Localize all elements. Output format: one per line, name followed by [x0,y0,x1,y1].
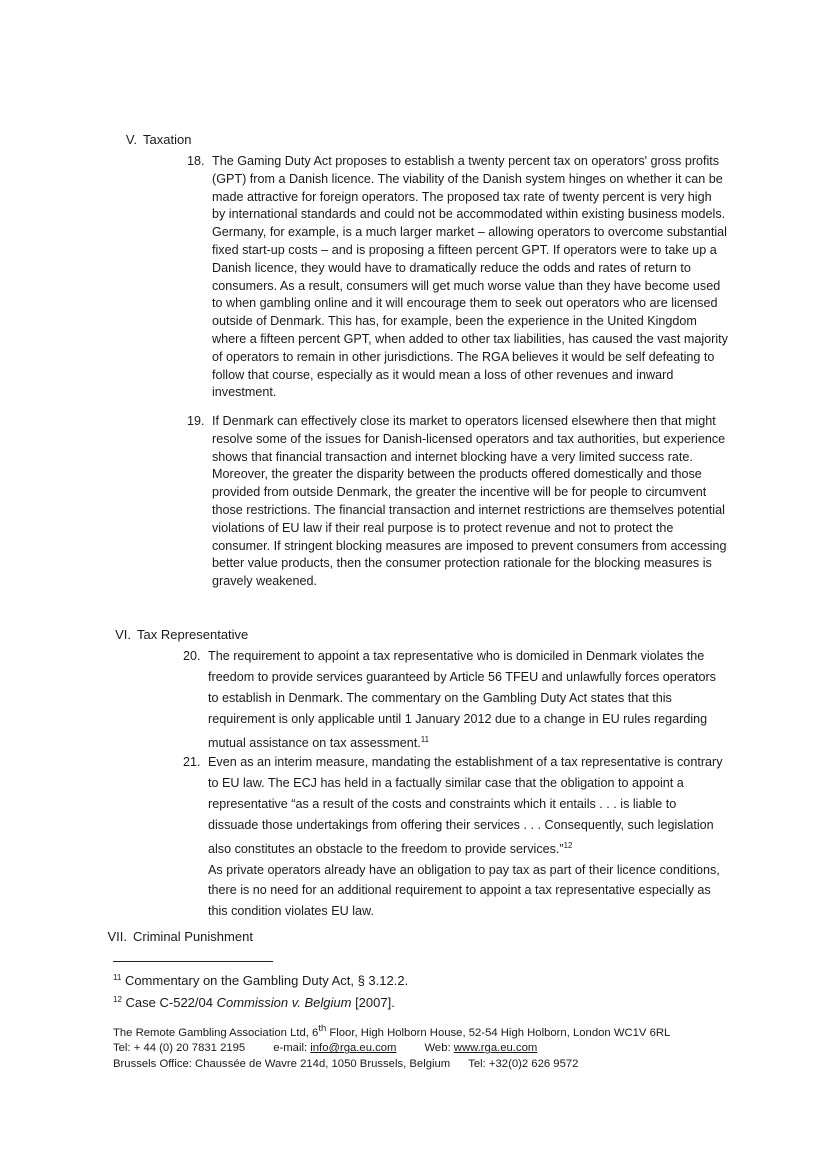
section-heading-tax-representative [105,626,248,643]
paragraph-text-continued: As private operators already have an obligation to pay tax as part of their licence conditions, there is no need for an additional requirement to appoint a tax representative especially as this condition violates EU law. [208,862,720,919]
paragraph-number: 19. [187,414,205,428]
footnote-case-name: Commission v. Belgium [216,995,352,1010]
footnote-12 [113,990,408,1012]
section-title: Tax Representative [137,627,249,642]
paragraph-21 [183,752,728,922]
paragraph-number: 20. [183,649,201,663]
footnote-11 [113,968,408,990]
paragraph-text: If Denmark can effectively close its market to operators licensed elsewhere then that might resolve some of the issues for Danish-licensed operators and tax authorities, but experience shows that financial transaction and internet blocking have a very limited success rate. Moreover, the greater the disparity between the products offered domestically and those provided from outside Denmark, the greater the incentive will be for people to circumvent those restrictions. The financial transaction and internet restrictions are themselves potential violations of EU law if their real purpose is to protect revenue and not to protect the consumer. If stringent blocking measures are imposed to prevent consumers from accessing better value products, then the consumer protection rationale for the blocking measures is gravely weakened. [212,414,727,589]
footer-web-label: Web: [424,1042,451,1055]
paragraph-text: The Gaming Duty Act proposes to establish a twenty percent tax on operators' gross profits (GPT) from a Danish licence. The viability of the Danish system hinges on whether it can be made attractive for foreign operators. The proposed tax rate of twenty percent is very high by international standards and could not be accommodated within existing business models. Germany, for example, is a much larger market – allowing operators to overcome substantial fixed start-up costs – and is proposing a fifteen percent GPT. If operators were to take up a Danish licence, they would have to dramatically reduce the odds and rates of return to consumers. As a result, consumers will get much worse value than they have become used to when gambling online and it will encourage them to seek out operators who are licensed outside of Denmark. This has, for example, been the experience in the United Kingdom where a fifteen percent GPT, when added to other tax liabilities, has caused the vast majority of operators to remain in other jurisdictions. The RGA believes it would be self defeating to follow that course, especially as it would mean a loss of other revenues and inward investment. [212,154,728,400]
footnote-text-end: [2007]. [351,995,395,1010]
section-numeral: VI. [115,627,131,642]
paragraph-text: The requirement to appoint a tax representative who is domiciled in Denmark violates the freedom to provide services guaranteed by Article 56 TFEU and unlawfully forces operators to establish in Denmark. The commentary on the Gambling Duty Act states that this requirement is only applicable until 1 January 2012 due to a change in EU rules regarding mutual assistance on tax assessment. [208,649,716,750]
footer-org: The Remote Gambling Association Ltd, 6 [113,1026,319,1039]
paragraph-number: 21. [183,755,201,769]
footnote-ref-12[interactable]: 12 [563,840,573,850]
footer-contact [113,1041,670,1057]
paragraph-18 [187,153,728,402]
section-heading-criminal-punishment [101,928,253,945]
footnote-number: 11 [113,973,122,982]
footer-brussels-phone: Tel: +32(0)2 626 9572 [468,1057,579,1070]
footnote-ref-11[interactable]: 11 [420,734,430,744]
paragraph-19 [187,413,728,591]
section-heading-taxation [111,131,191,148]
section-title: Criminal Punishment [133,929,253,944]
footer-address [113,1020,670,1041]
footnote-text: Case C-522/04 [125,995,217,1010]
footer-ordinal: th [318,1022,327,1033]
section-numeral: V. [125,132,137,147]
footer-brussels-address: Brussels Office: Chaussée de Wavre 214d, 1050 Brussels, Belgium [113,1057,451,1070]
footer-brussels [113,1057,670,1073]
paragraph-text: Even as an interim measure, mandating the establishment of a tax representative is contrary to EU law. The ECJ has held in a factually similar case that the obligation to appoint a representative “as a result of the costs and constraints which it entails . . . is liable to dissuade those undertakings from offering their services . . . Consequently, such legislation also constitutes an obstacle to the freedom to provide services.” [208,755,723,856]
footer-email-label: e-mail: [273,1042,308,1055]
footnote-divider [113,961,273,962]
footer-web-link[interactable]: www.rga.eu.com [453,1042,538,1055]
footnotes [113,968,408,1012]
footnote-number: 12 [113,995,122,1004]
footer-address-text: Floor, High Holborn House, 52-54 High Holborn, London WC1V 6RL [326,1026,671,1039]
section-numeral: VII. [107,929,127,944]
footnote-text: Commentary on the Gambling Duty Act, § 3.12.2. [124,973,409,988]
letterhead-footer [113,1020,670,1072]
section-title: Taxation [143,132,192,147]
footer-email-link[interactable]: info@rga.eu.com [310,1042,397,1055]
paragraph-number: 18. [187,154,205,168]
footer-phone: Tel: + 44 (0) 20 7831 2195 [113,1042,246,1055]
paragraph-20 [183,646,728,754]
